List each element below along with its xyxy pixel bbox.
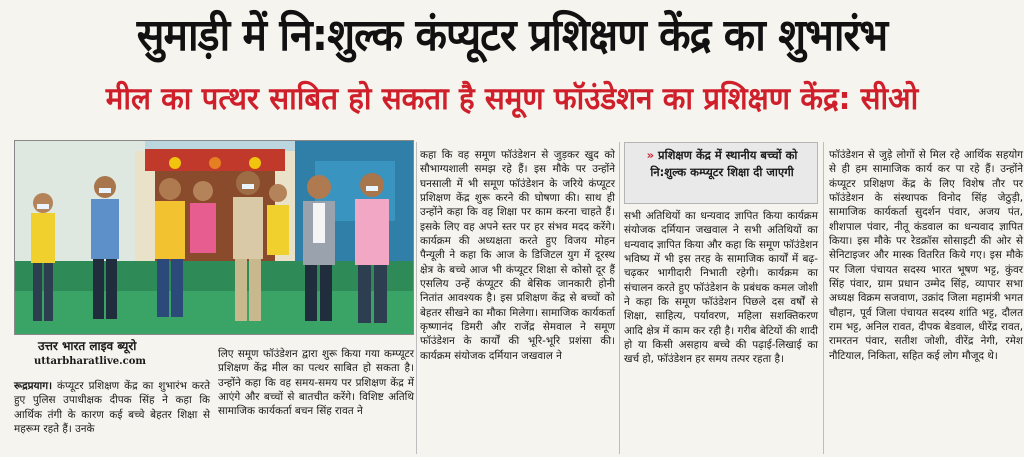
highlight-box <box>624 142 818 204</box>
article-column-5 <box>829 148 1023 363</box>
article-text: फॉउंडेशन से जुड़े लोगों से मिल रहे आर्थिक सहयोग से ही हम सामाजिक कार्य कर पा रहे हैं। उन्होंने कंप्यूटर प्रशिक्षण केंद्र के लिए विशेष तौर पर फॉउंडेशन के संस्थापक विनोद सिंह जेठुड़ी, सामाजिक कार्यकर्ता सुदर्शन पंवार, अजय पंत, शीशपाल पंवार, नीतू कंडवाल का धन्यवाद ज्ञापित किया। इस मौके पर रेडक्रॉस सोसाइटी की ओर से सेनिटाइजर और मास्क वितरित किये गए। इस मौके पर जिला पंचायत सदस्य भारत भूषण भट्ट, कुंवर सिंह पंवार, ग्राम प्रधान उम्मेद सिंह, व्यापार सभा अध्यक्ष विक्रम सजवाण, उक्रांद जिला महामंत्री भगत चौहान, पूर्व जिला पंचायत सदस्य शांति भट्ट, दौलत राम भट्ट, अनिल रावत, दीपक बेडवाल, धीरेंद्र रावत, रामरतन पंवार, सतीश जोशी, वीरेंद्र नेगी, रमेश नौटियाल, निकिता, सहित कई लोग मौजूद थे। <box>829 149 1023 362</box>
article-text: कंप्यूटर प्रशिक्षण केंद्र का शुभारंभ करते हुए पुलिस उपाधीक्षक दीपक सिंह ने कहा कि आर्थिक तंगी के कारण कई बच्चे बेहतर शिक्षा से महरूम रहते हैं। उनके <box>14 380 210 436</box>
highlight-box-title: प्रशिक्षण केंद्र में स्थानीय बच्चों को नि:शुल्क कम्प्यूटर शिक्षा दी जाएगी <box>650 148 798 179</box>
article-column-2 <box>218 347 414 419</box>
column-rule <box>823 142 824 454</box>
photo-url: uttarbharatlive.com <box>34 356 146 367</box>
dateline: रूद्रप्रयाग। <box>14 380 53 392</box>
subheadline: मील का पत्थर साबित हो सकता है समूण फॉउंडेशन का प्रशिक्षण केंद्र: सीओ <box>105 81 919 117</box>
article-column-3 <box>420 148 615 363</box>
event-photo-illustration <box>15 141 413 334</box>
article-column-4 <box>624 209 818 367</box>
article-text: कहा कि वह समूण फॉउंडेशन से जुड़कर खुद को सौभाग्यशाली समझ रहे हैं। इस मौके पर उन्होंने घनसाली में भी समूण फॉउंडेशन के जरिये कंप्यूटर प्रशिक्षण केंद्र शुरू करने की घोषणा की। साथ ही उन्होंने कहा कि वह शिक्षा पर काम करना चाहते हैं। इसके लिए वह अपने स्तर पर हर संभव मदद करेंगे। कार्यक्रम की अध्यक्षता करते हुए विजय मोहन पैन्यूली ने कहा कि आज के डिजिटल युग में दूरस्थ क्षेत्र के बच्चे आज भी कंप्यूटर शिक्षा से कोसो दूर हैं एसलिय उन्हें कंप्यूटर की बेसिक जानकारी होनी नितांत आवश्यक है। इस प्रशिक्षण केंद्र से बच्चों को बेहतर सीखने का मौका मिलेगा। सामाजिक कार्यकर्ता कृष्णानंद डिमरी और राजेंद्र सेमवाल ने समूण फॉउंडेशन के कार्यों की भूरि-भूरि प्रशंसा की। कार्यक्रम संयोजक दर्मियान जखवाल ने <box>420 149 615 362</box>
photo-credit: उत्तर भारत लाइव ब्यूरो <box>38 339 137 353</box>
chevron-right-icon: » <box>646 148 655 162</box>
article-column-1 <box>14 379 210 436</box>
article-text: लिए समूण फॉउंडेशन द्वारा शुरू किया गया कम्प्यूटर प्रशिक्षण केंद्र मील का पत्थर साबित हो सकता है। उन्होंने कहा कि वह समय-समय पर प्रशिक्षण केंद्र में आएंगे और बच्चों से बातचीत करेंगे। विशिष्ट अतिथि सामाजिक कार्यकर्ता बचन सिंह रावत ने <box>218 348 414 418</box>
article-text: सभी अतिथियों का धन्यवाद ज्ञापित किया कार्यक्रम संयोजक दर्मियान जखवाल ने सभी अतिथियों का धन्यवाद ज्ञापित किया और कहा कि समूण फॉउंडेशन भविष्य में भी इस तरह के सामाजिक कार्यों में बढ़-चढ़कर भागीदारी निभाती रहेगी। कार्यक्रम का संचालन करते हुए फॉउंडेशन के प्रबंधक कमल जोशी ने कहा कि समूण फॉउंडेशन पिछले दस वर्षों से शिक्षा, साहित्य, पर्यावरण, महिला सशक्तिकरण आदि क्षेत्र में काम कर रही है। गरीब बेटियों की शादी हो या किसी असहाय बच्चे की पढ़ाई-लिखाई का खर्च हो, फॉउंडेशन हर समय तत्पर रहता है। <box>624 210 818 366</box>
headline: सुमाड़ी में नि:शुल्क कंप्यूटर प्रशिक्षण केंद्र का शुभारंभ <box>136 10 888 61</box>
event-photo <box>14 140 414 335</box>
column-rule <box>619 142 620 454</box>
column-rule <box>416 142 417 454</box>
